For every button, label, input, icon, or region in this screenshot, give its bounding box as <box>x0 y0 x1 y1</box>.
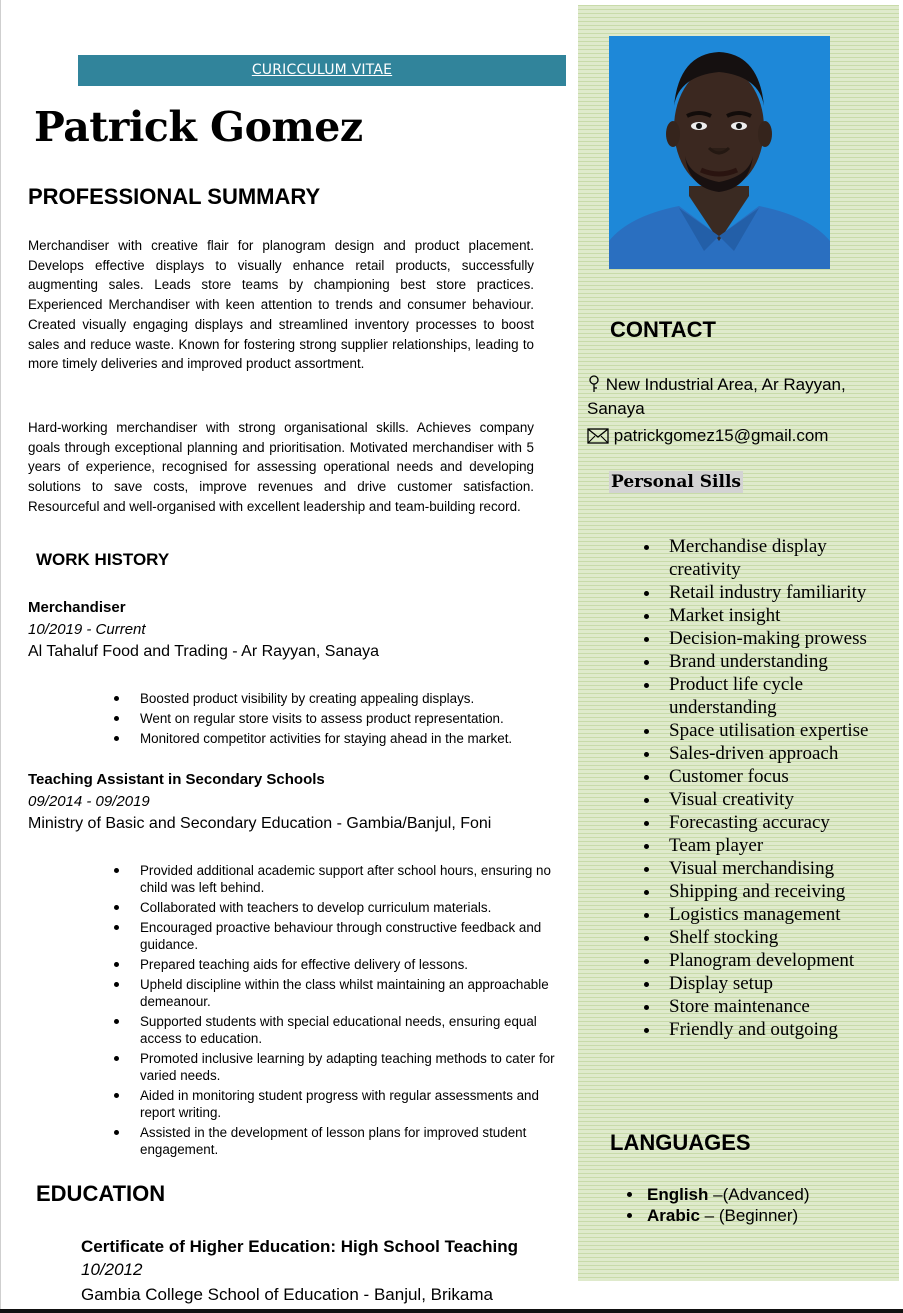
job-dates: 09/2014 - 09/2019 <box>28 793 150 810</box>
skill-item: Friendly and outgoing <box>669 1018 889 1041</box>
page-bottom-border <box>0 1309 903 1313</box>
list-item: Collaborated with teachers to develop curriculum materials. <box>140 899 570 916</box>
candidate-name: Patrick Gomez <box>34 103 363 151</box>
languages-heading: LANGUAGES <box>610 1130 751 1155</box>
skill-item: Decision-making prowess <box>669 627 889 650</box>
location-pin-icon <box>587 375 601 393</box>
skill-item: Logistics management <box>669 903 889 926</box>
list-item: Promoted inclusive learning by adapting teaching methods to cater for varied needs. <box>140 1050 570 1084</box>
education-heading: EDUCATION <box>36 1181 166 1206</box>
skill-item: Visual merchandising <box>669 857 889 880</box>
skills-list <box>669 535 889 1041</box>
skill-item: Display setup <box>669 972 889 995</box>
skill-item: Retail industry familiarity <box>669 581 889 604</box>
banner-title: CURICCULUM VITAE <box>251 62 393 78</box>
list-item: Provided additional academic support after school hours, ensuring no child was left behind. <box>140 862 570 896</box>
page-border <box>0 0 1 1313</box>
skills-heading: Personal Sills <box>611 472 741 492</box>
education-date: 10/2012 <box>81 1260 143 1279</box>
list-item: Upheld discipline within the class whilst maintaining an approachable demeanour. <box>140 976 570 1010</box>
skill-item: Planogram development <box>669 949 889 972</box>
education-title: Certificate of Higher Education: High School Teaching <box>81 1237 518 1256</box>
language-level: –(Advanced) <box>708 1185 810 1204</box>
cv-banner <box>78 55 566 86</box>
job-title: Merchandiser <box>28 599 126 616</box>
language-name: English <box>647 1185 709 1204</box>
job-dates: 10/2019 - Current <box>28 621 146 638</box>
job-bullet-list <box>140 690 570 747</box>
list-item: Assisted in the development of lesson plans for improved student engagement. <box>140 1124 570 1158</box>
skill-item: Store maintenance <box>669 995 889 1018</box>
contact-email[interactable] <box>587 424 828 448</box>
contact-heading: CONTACT <box>610 317 716 342</box>
list-item: Monitored competitor activities for staying ahead in the market. <box>140 730 570 747</box>
language-level: – (Beginner) <box>699 1206 799 1225</box>
summary-paragraph-2: Hard-working merchandiser with strong organisational skills. Achieves company goals through exceptional planning and prioritisation. Motivated merchandiser with 5 years of experience, recognised for assessing operational needs and developing solutions to save costs, improve revenues and drive customer satisfaction. Resourceful and well-organised with excellent leadership and team-building record. <box>28 420 534 514</box>
envelope-icon <box>587 428 609 444</box>
skill-item: Forecasting accuracy <box>669 811 889 834</box>
skill-item: Market insight <box>669 604 889 627</box>
list-item: Aided in monitoring student progress with regular assessments and report writing. <box>140 1087 570 1121</box>
list-item: Supported students with special educational needs, ensuring equal access to education. <box>140 1013 570 1047</box>
language-item <box>647 1184 810 1205</box>
summary-paragraph-1: Merchandiser with creative flair for planogram design and product placement. Develops effective displays to visually enhance retail products, successfully augmenting sales. Leads store teams by championing best store practices. Experienced Merchandiser with keen attention to trends and consumer behaviour. Created visually engaging displays and streamlined inventory processes to boost sales and reduce waste. Known for fostering strong supplier relationships, leading to more timely deliveries and improved product assortment. <box>28 238 534 372</box>
list-item: Prepared teaching aids for effective delivery of lessons. <box>140 956 570 973</box>
skill-item: Space utilisation expertise <box>669 719 889 742</box>
job-company: Ministry of Basic and Secondary Education - Gambia/Banjul, Foni <box>28 815 492 832</box>
education-school: Gambia College School of Education - Banjul, Brikama <box>81 1285 493 1304</box>
summary-heading: PROFESSIONAL SUMMARY <box>28 184 321 209</box>
job-bullet-list <box>140 862 570 1158</box>
skill-item: Product life cycle understanding <box>669 673 889 719</box>
language-name: Arabic <box>647 1206 700 1225</box>
languages-list <box>647 1184 810 1226</box>
skill-item: Brand understanding <box>669 650 889 673</box>
skill-item: Merchandise display creativity <box>669 535 889 581</box>
list-item: Went on regular store visits to assess product representation. <box>140 710 570 727</box>
job-title: Teaching Assistant in Secondary Schools <box>28 771 325 788</box>
profile-photo <box>609 36 830 269</box>
skill-item: Sales-driven approach <box>669 742 889 765</box>
skill-item: Visual creativity <box>669 788 889 811</box>
email-text[interactable]: patrickgomez15@gmail.com <box>613 426 829 445</box>
skill-item: Shipping and receiving <box>669 880 889 903</box>
skill-item: Team player <box>669 834 889 857</box>
skill-item: Shelf stocking <box>669 926 889 949</box>
skill-item: Customer focus <box>669 765 889 788</box>
job-company: Al Tahaluf Food and Trading - Ar Rayyan, Sanaya <box>28 643 380 660</box>
address-text: New Industrial Area, Ar Rayyan, Sanaya <box>587 375 846 418</box>
language-item <box>647 1205 810 1226</box>
list-item: Boosted product visibility by creating appealing displays. <box>140 690 570 707</box>
contact-address <box>587 373 887 421</box>
work-history-heading: WORK HISTORY <box>36 550 170 569</box>
list-item: Encouraged proactive behaviour through constructive feedback and guidance. <box>140 919 570 953</box>
